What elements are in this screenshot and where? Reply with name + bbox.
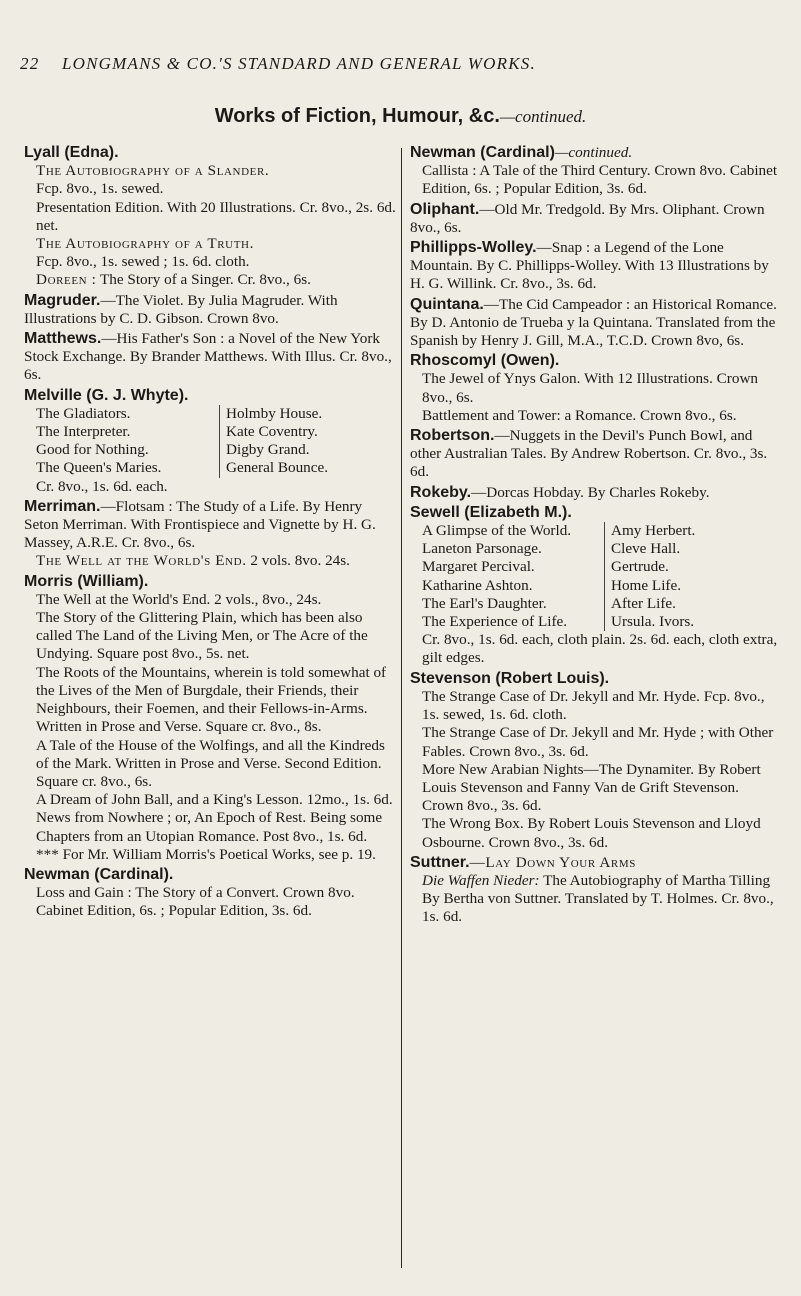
column-divider — [401, 148, 402, 1268]
author-name: Suttner. — [410, 853, 470, 871]
entry-text: —His Father's Son : a Novel of the New York Stock Exchange. By Brander Matthews. With Illus. Cr. 8vo., 6s. — [24, 330, 392, 384]
author-name: Quintana. — [410, 295, 484, 313]
continued-label: —continued. — [554, 144, 633, 161]
list-item: Margaret Percival. — [422, 558, 535, 576]
list-item: Gertrude. — [604, 558, 780, 576]
page-number: 22 — [20, 54, 40, 73]
author-name: Magruder. — [24, 291, 101, 309]
entry-merriman — [24, 498, 396, 571]
list-item: The Queen's Maries. — [36, 459, 162, 477]
book-entry: Battlement and Tower: a Romance. Crown 8vo., 6s. — [422, 406, 737, 424]
entry-rhoscomyl — [410, 352, 780, 425]
list-item: The Experience of Life. — [422, 613, 568, 631]
book-title: The Autobiography of a Truth. — [36, 235, 254, 253]
entry-newman-continued — [410, 144, 780, 199]
book-entry: The Jewel of Ynys Galon. With 12 Illustrations. Crown 8vo., 6s. — [422, 370, 758, 406]
book-entry: Callista : A Tale of the Third Century. Crown 8vo. Cabinet Edition, 6s. ; Popular Edition, 3s. 6d. — [422, 162, 778, 198]
book-entry: The Strange Case of Dr. Jekyll and Mr. Hyde ; with Other Fables. Crown 8vo., 3s. 6d. — [422, 724, 774, 760]
author-name: Oliphant. — [410, 200, 480, 218]
entry-lyall — [24, 144, 396, 290]
author-name: Sewell (Elizabeth M.). — [410, 503, 572, 521]
book-detail: Cr. 8vo., 1s. 6d. each. — [36, 477, 168, 495]
entry-magruder — [24, 292, 396, 328]
entry-melville — [24, 387, 396, 496]
list-item: Ursula. Ivors. — [604, 613, 780, 631]
list-item: Kate Coventry. — [219, 423, 396, 441]
author-name: Lyall (Edna). — [24, 144, 119, 161]
author-name: Newman (Cardinal) — [410, 144, 555, 161]
book-title: The Autobiography of a Slander. — [36, 162, 270, 180]
book-entry: A Tale of the House of the Wolfings, and all the Kindreds of the Mark. Written in Prose and Verse. Second Edition. Square cr. 8vo., 6s. — [36, 736, 385, 790]
section-heading — [0, 105, 801, 128]
list-item: The Interpreter. — [36, 423, 131, 441]
entry-morris — [24, 573, 396, 864]
list-item: Digby Grand. — [219, 441, 396, 459]
book-entry: A Dream of John Ball, and a King's Lesson. 12mo., 1s. 6d. — [36, 791, 393, 809]
author-name: Newman (Cardinal). — [24, 865, 174, 883]
book-title: —Lay Down Your Arms — [469, 853, 636, 871]
entry-quintana — [410, 296, 780, 351]
cross-reference-note: *** For Mr. William Morris's Poetical Works, see p. 19. — [36, 845, 376, 863]
entry-text: —Flotsam : The Study of a Life. By Henry Seton Merriman. With Frontispiece and Vignette by H. G. Massey, A.R.E. Cr. 8vo., 6s. — [24, 497, 376, 552]
list-item: Good for Nothing. — [36, 441, 149, 459]
list-item: Home Life. — [604, 577, 780, 595]
author-name: Stevenson (Robert Louis). — [410, 669, 610, 687]
left-column — [24, 144, 396, 923]
list-item: General Bounce. — [219, 459, 396, 477]
book-entry: Loss and Gain : The Story of a Convert. Crown 8vo. Cabinet Edition, 6s. ; Popular Edition, 3s. 6d. — [36, 884, 355, 920]
entry-text: —The Cid Campeador : an Historical Romance. By D. Antonio de Trueba y la Quintana. Translated from the Spanish by Henry J. Gill, M.A., T.C.D. Crown 8vo, 6s. — [410, 295, 777, 350]
list-item: Laneton Parsonage. — [422, 540, 542, 558]
entry-matthews — [24, 330, 396, 385]
entry-rokeby — [410, 484, 780, 502]
author-name: Melville (G. J. Whyte). — [24, 386, 189, 404]
entry-sewell — [410, 504, 780, 668]
entry-robertson — [410, 427, 780, 482]
book-detail: Fcp. 8vo., 1s. sewed. — [36, 180, 164, 198]
author-name: Rokeby. — [410, 483, 472, 501]
right-column — [410, 144, 780, 929]
title-list — [422, 522, 780, 631]
entry-text: —Nuggets in the Devil's Punch Bowl, and other Australian Tales. By Andrew Robertson. Cr. 8vo., 3s. 6d. — [410, 427, 768, 481]
book-detail: Presentation Edition. With 20 Illustrations. Cr. 8vo., 2s. 6d. net. — [36, 198, 396, 234]
list-item: The Earl's Daughter. — [422, 594, 547, 612]
entry-phillipps-wolley — [410, 239, 780, 294]
author-name: Phillipps-Wolley. — [410, 239, 537, 257]
running-head — [20, 54, 780, 78]
book-entry: The Well at the World's End. 2 vols., 8vo., 24s. — [36, 590, 322, 608]
book-entry: News from Nowhere ; or, An Epoch of Rest. Being some Chapters from an Utopian Romance. Post 8vo., 1s. 6d. — [36, 809, 383, 845]
entry-text: —The Violet. By Julia Magruder. With Illustrations by C. D. Gibson. Crown 8vo. — [24, 291, 338, 327]
book-detail: The Story of a Singer. Cr. 8vo., 6s. — [99, 271, 311, 289]
entry-suttner — [410, 854, 780, 927]
author-name: Morris (William). — [24, 572, 149, 590]
title-list — [36, 405, 396, 478]
book-detail: Cr. 8vo., 1s. 6d. each, cloth plain. 2s. 6d. each, cloth extra, gilt edges. — [422, 631, 778, 667]
section-continued: —continued. — [499, 107, 587, 126]
author-name: Matthews. — [24, 330, 102, 348]
book-entry: The Wrong Box. By Robert Louis Stevenson and Lloyd Osbourne. Crown 8vo., 3s. 6d. — [422, 815, 761, 851]
entry-text: —Dorcas Hobday. By Charles Rokeby. — [471, 483, 710, 501]
entry-text: —Snap : a Legend of the Lone Mountain. By C. Phillipps-Wolley. With 13 Illustrations by H. G. Willink. Cr. 8vo., 3s. 6d. — [410, 239, 769, 293]
list-item: A Glimpse of the World. — [422, 522, 572, 540]
list-item: Katharine Ashton. — [422, 576, 533, 594]
list-item: Holmby House. — [219, 405, 396, 423]
book-detail: The Autobiography of Martha Tilling By Bertha von Suttner. Translated by T. Holmes. Cr. 8vo., 1s. 6d. — [422, 871, 774, 926]
section-title: Works of Fiction, Humour, &c. — [214, 105, 500, 127]
author-name: Merriman. — [24, 497, 101, 515]
entry-oliphant — [410, 201, 780, 237]
book-title: Doreen : — [36, 271, 97, 289]
book-entry: The Roots of the Mountains, wherein is told somewhat of the Lives of the Men of Burgdale, their Friends, their Neighbours, their Foemen, and their Fellows-in-Arms. Written in Prose and Verse. Square cr. 8vo., 8s. — [36, 663, 387, 736]
list-item: Amy Herbert. — [604, 522, 780, 540]
list-item: After Life. — [604, 595, 780, 613]
book-entry: More New Arabian Nights—The Dynamiter. By Robert Louis Stevenson and Fanny Van de Grift Stevenson. Crown 8vo., 3s. 6d. — [422, 760, 761, 815]
book-original-title: Die Waffen Nieder: — [422, 871, 540, 889]
list-item: The Gladiators. — [36, 404, 131, 422]
author-name: Robertson. — [410, 427, 495, 445]
entry-text: —Old Mr. Tredgold. By Mrs. Oliphant. Crown 8vo., 6s. — [410, 200, 765, 236]
author-name: Rhoscomyl (Owen). — [410, 352, 560, 370]
entry-newman — [24, 866, 396, 921]
book-entry: The Story of the Glittering Plain, which has been also called The Land of the Living Men, or The Acre of the Undying. Square post 8vo., 5s. net. — [36, 609, 368, 663]
running-title: LONGMANS & CO.'S STANDARD AND GENERAL WORKS. — [62, 54, 536, 73]
entry-stevenson — [410, 670, 780, 852]
book-detail: 2 vols. 8vo. 24s. — [250, 552, 350, 570]
book-title: The Well at the World's End. — [36, 552, 247, 570]
book-entry: The Strange Case of Dr. Jekyll and Mr. Hyde. Fcp. 8vo., 1s. sewed, 1s. 6d. cloth. — [422, 687, 765, 724]
book-detail: Fcp. 8vo., 1s. sewed ; 1s. 6d. cloth. — [36, 253, 250, 271]
list-item: Cleve Hall. — [604, 540, 780, 558]
